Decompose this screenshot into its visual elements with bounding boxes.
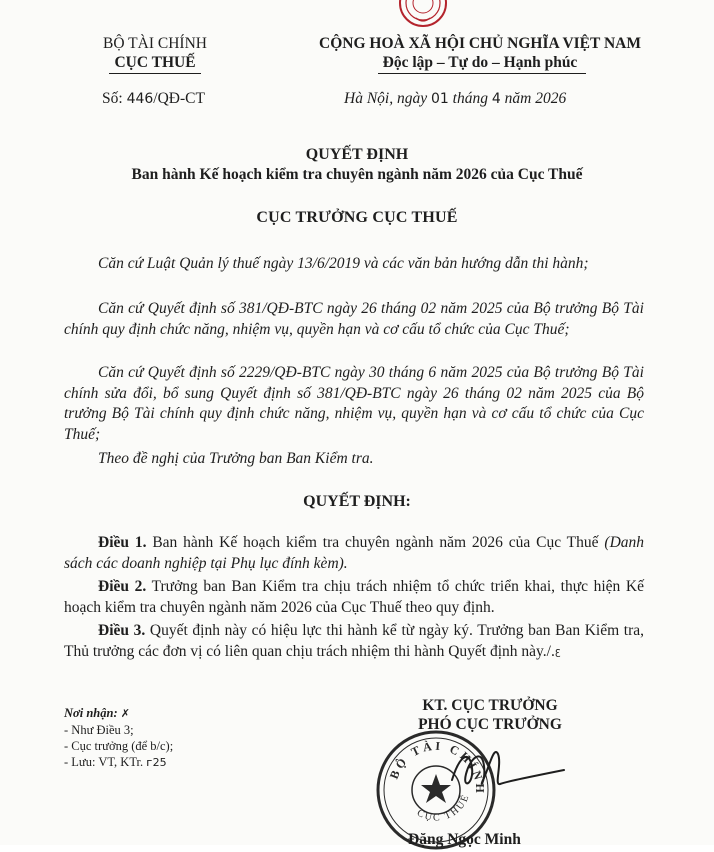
- stamp-bottom-text: CỤC THUẾ: [414, 792, 473, 824]
- decision-subject: Ban hành Kế hoạch kiểm tra chuyên ngành năm 2026 của Cục Thuế: [131, 166, 583, 183]
- article-1-note: (Danh sách các doanh nghiệp tại Phụ lục đính kèm).: [64, 534, 645, 572]
- nation-name: CỘNG HOÀ XÃ HỘI CHỦ NGHĨA VIỆT NAM: [319, 35, 641, 52]
- date-month: 4: [491, 91, 501, 107]
- article-3-text: Quyết định này có hiệu lực thi hành kể từ ngày ký. Trưởng ban Ban Kiểm tra, Thủ trưởng các đơn vị có liên quan chịu trách nhiệm thi hành Quyết định này./.: [64, 622, 645, 660]
- signature-title-2: PHÓ CỤC TRƯỞNG: [418, 716, 562, 733]
- decision-heading: QUYẾT ĐỊNH:: [303, 493, 411, 510]
- recipients-block: [64, 705, 173, 771]
- top-seal-icon: [398, 0, 448, 28]
- recipient-initials: ᴦ25: [146, 756, 167, 769]
- national-motto: Độc lập – Tự do – Hạnh phúc: [382, 54, 578, 71]
- motto-underline: [378, 73, 586, 74]
- recipient-item: - Như Điều 3;: [64, 723, 134, 737]
- department-name: CỤC THUẾ: [114, 54, 196, 71]
- signer-name: Đặng Ngọc Minh: [408, 831, 521, 848]
- month-label: tháng: [452, 90, 488, 107]
- recipient-item: [64, 754, 173, 771]
- stamp-top-text: BỘ TÀI CHÍNH: [386, 738, 488, 796]
- recipient-item-text: - Lưu: VT, KTr.: [64, 755, 144, 769]
- signature-title-1: KT. CỤC TRƯỞNG: [422, 697, 558, 714]
- initial-mark-icon: ꜫ: [554, 644, 561, 658]
- place-date: [344, 90, 566, 108]
- article-2-label: Điều 2.: [98, 578, 147, 595]
- article-1: [64, 533, 644, 574]
- nation-block: [300, 34, 660, 72]
- preamble-paragraph-4: Theo đề nghị của Trưởng ban Ban Kiểm tra.: [98, 450, 374, 467]
- number-label: Số:: [102, 90, 123, 107]
- year-label: năm 2026: [504, 90, 567, 107]
- recipients-mark-icon: ✗: [120, 707, 130, 720]
- article-3: [64, 621, 644, 662]
- article-3-label: Điều 3.: [98, 622, 146, 639]
- authority-title: CỤC TRƯỞNG CỤC THUẾ: [256, 209, 458, 226]
- issuer-block: [70, 34, 240, 72]
- issuer-underline: [109, 73, 201, 74]
- article-1-text: Ban hành Kế hoạch kiểm tra chuyên ngành năm 2026 của Cục Thuế: [152, 534, 599, 551]
- decision-title: QUYẾT ĐỊNH: [305, 146, 409, 163]
- number-suffix: /QĐ-CT: [153, 90, 205, 107]
- document-number: [102, 90, 205, 108]
- article-1-label: Điều 1.: [98, 534, 147, 551]
- article-2: [64, 577, 644, 618]
- recipients-label: Nơi nhận:: [64, 706, 118, 720]
- recipient-item: - Cục trưởng (để b/c);: [64, 739, 174, 753]
- number-value: 446: [126, 91, 154, 107]
- place-prefix: Hà Nội, ngày: [344, 90, 428, 107]
- preamble-paragraph-3: Căn cứ Quyết định số 2229/QĐ-BTC ngày 30 tháng 6 năm 2025 của Bộ trưởng Bộ Tài chính sửa đổi, bổ sung Quyết định số 381/QĐ-BTC ngày 26 tháng 02 năm 2025 của Bộ trưởng Bộ Tài chính quy định chức năng, nhiệm vụ, quyền hạn và cơ cấu tổ chức của Cục Thuế;: [64, 364, 644, 443]
- ministry-name: BỘ TÀI CHÍNH: [103, 35, 207, 52]
- preamble-paragraph-1: Căn cứ Luật Quản lý thuế ngày 13/6/2019 và các văn bản hướng dẫn thi hành;: [98, 255, 589, 272]
- preamble-paragraph-2: Căn cứ Quyết định số 381/QĐ-BTC ngày 26 tháng 02 năm 2025 của Bộ trưởng Bộ Tài chính quy định chức năng, nhiệm vụ, quyền hạn và cơ cấu tổ chức của Cục Thuế;: [64, 300, 644, 338]
- handwritten-signature-icon: [448, 740, 568, 800]
- date-day: 01: [430, 91, 449, 107]
- article-2-text: Trưởng ban Ban Kiểm tra chịu trách nhiệm tổ chức triển khai, thực hiện Kế hoạch kiểm tra chuyên ngành năm 2026 của Cục Thuế theo quy định.: [64, 578, 644, 616]
